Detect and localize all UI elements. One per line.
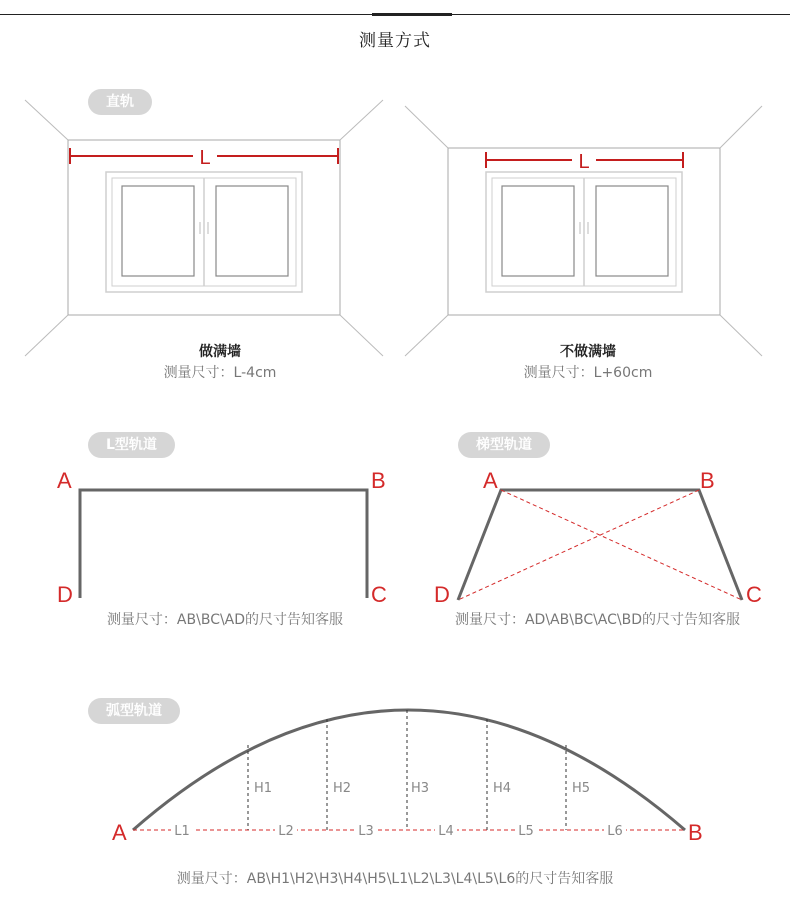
trap-point-b: B [700, 468, 715, 493]
room-partial-wall [405, 106, 762, 356]
caption-measure-full-wall: 测量尺寸：L-4cm [163, 365, 277, 381]
height-label-h3: H3 [411, 781, 430, 796]
pill-l-track: L型轨道 [88, 432, 175, 458]
pill-arc-track: 弧型轨道 [88, 698, 180, 724]
pill-trapezoid-track: 梯型轨道 [458, 432, 550, 458]
length-label-l3: L3 [358, 824, 374, 839]
pill-straight-track: 直轨 [88, 89, 152, 115]
caption-measure-l-track: 测量尺寸：AB\BC\AD的尺寸告知客服 [106, 612, 344, 628]
height-label-h5: H5 [572, 781, 591, 796]
length-label-l6: L6 [607, 824, 623, 839]
l-point-b: B [371, 468, 386, 493]
trap-point-d: D [434, 582, 450, 607]
height-label-h1: H1 [254, 781, 273, 796]
room-full-wall [25, 100, 383, 356]
l-track-line [80, 490, 367, 598]
arc-point-b: B [688, 820, 703, 845]
height-label-h4: H4 [493, 781, 512, 796]
l-point-d: D [57, 582, 73, 607]
trap-point-c: C [746, 582, 762, 607]
caption-measure-trapezoid-track: 测量尺寸：AD\AB\BC\AC\BD的尺寸告知客服 [454, 612, 741, 628]
caption-title-full-wall: 做满墙 [199, 344, 241, 360]
l-point-a: A [57, 468, 72, 493]
length-label-l1: L1 [174, 824, 190, 839]
length-label-l2: L2 [278, 824, 294, 839]
label-L-partial-wall: L [578, 151, 590, 173]
height-label-h2: H2 [333, 781, 352, 796]
length-label-l5: L5 [518, 824, 534, 839]
l-point-c: C [371, 582, 387, 607]
caption-measure-arc-track: 测量尺寸：AB\H1\H2\H3\H4\H5\L1\L2\L3\L4\L5\L6的尺寸告知客服 [176, 871, 614, 887]
arc-track-line [133, 710, 685, 830]
page-title: 测量方式 [359, 31, 431, 51]
trapezoid-track-line [458, 490, 742, 600]
trap-point-a: A [483, 468, 498, 493]
caption-measure-partial-wall: 测量尺寸：L+60cm [523, 365, 653, 381]
caption-title-partial-wall: 不做满墙 [560, 344, 616, 360]
label-L-full-wall: L [199, 147, 211, 169]
arc-point-a: A [112, 820, 127, 845]
length-label-l4: L4 [438, 824, 454, 839]
